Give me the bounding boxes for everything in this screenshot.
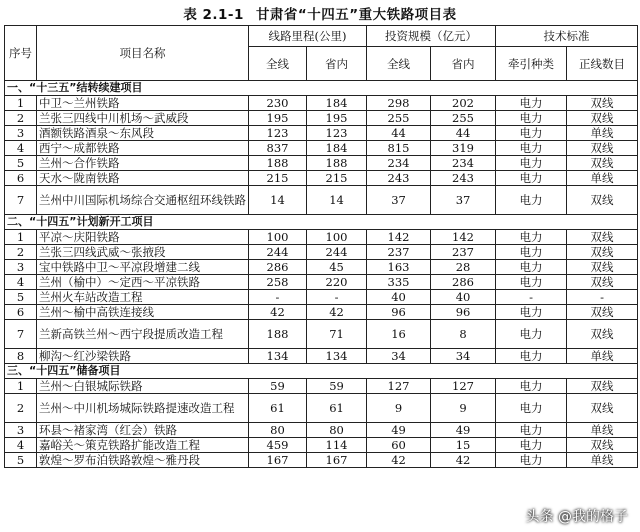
row-number: 3 bbox=[5, 260, 37, 275]
investment-total: 142 bbox=[367, 230, 431, 245]
header-tech: 技术标准 bbox=[496, 26, 638, 47]
traction-type: 电力 bbox=[496, 126, 567, 141]
row-number: 6 bbox=[5, 171, 37, 186]
investment-total: 335 bbox=[367, 275, 431, 290]
row-number: 5 bbox=[5, 453, 37, 468]
investment-total: 298 bbox=[367, 96, 431, 111]
header-investment-total: 全线 bbox=[367, 47, 431, 81]
investment-province: 234 bbox=[431, 156, 496, 171]
table-row bbox=[5, 453, 638, 468]
project-name: 天水～陇南铁路 bbox=[37, 171, 249, 186]
header-tracks: 正线数目 bbox=[567, 47, 638, 81]
mileage-total: 80 bbox=[249, 423, 307, 438]
investment-total: 255 bbox=[367, 111, 431, 126]
header-name: 项目名称 bbox=[37, 26, 249, 81]
track-count: 双线 bbox=[567, 379, 638, 394]
project-name: 兰张三四线中川机场～武威段 bbox=[37, 111, 249, 126]
section-title: 三、“十四五”储备项目 bbox=[5, 364, 638, 379]
investment-total: 42 bbox=[367, 453, 431, 468]
traction-type: 电力 bbox=[496, 141, 567, 156]
track-count: 双线 bbox=[567, 96, 638, 111]
mileage-province: 167 bbox=[307, 453, 367, 468]
investment-province: 9 bbox=[431, 394, 496, 423]
header-mileage: 线路里程(公里) bbox=[249, 26, 367, 47]
row-number: 1 bbox=[5, 379, 37, 394]
track-count: 单线 bbox=[567, 453, 638, 468]
investment-total: 16 bbox=[367, 320, 431, 349]
investment-total: 37 bbox=[367, 186, 431, 215]
mileage-province: 215 bbox=[307, 171, 367, 186]
header-investment: 投资规模（亿元） bbox=[367, 26, 496, 47]
header-mileage-province: 省内 bbox=[307, 47, 367, 81]
mileage-province: - bbox=[307, 290, 367, 305]
header-seq: 序号 bbox=[5, 26, 37, 81]
mileage-total: 188 bbox=[249, 320, 307, 349]
row-number: 6 bbox=[5, 305, 37, 320]
mileage-province: 184 bbox=[307, 141, 367, 156]
investment-total: 34 bbox=[367, 349, 431, 364]
mileage-province: 114 bbox=[307, 438, 367, 453]
mileage-total: 230 bbox=[249, 96, 307, 111]
project-name: 兰州～中川机场城际铁路提速改造工程 bbox=[37, 394, 249, 423]
mileage-total: 134 bbox=[249, 349, 307, 364]
mileage-province: 59 bbox=[307, 379, 367, 394]
table-row bbox=[5, 275, 638, 290]
investment-province: 127 bbox=[431, 379, 496, 394]
investment-province: 142 bbox=[431, 230, 496, 245]
row-number: 3 bbox=[5, 126, 37, 141]
investment-province: 96 bbox=[431, 305, 496, 320]
mileage-total: 188 bbox=[249, 156, 307, 171]
railway-projects-table bbox=[4, 25, 638, 468]
mileage-total: 244 bbox=[249, 245, 307, 260]
project-name: 兰州～白银城际铁路 bbox=[37, 379, 249, 394]
table-row bbox=[5, 320, 638, 349]
mileage-total: 459 bbox=[249, 438, 307, 453]
investment-province: 237 bbox=[431, 245, 496, 260]
row-number: 5 bbox=[5, 156, 37, 171]
track-count: 单线 bbox=[567, 171, 638, 186]
traction-type: 电力 bbox=[496, 438, 567, 453]
table-row bbox=[5, 245, 638, 260]
track-count: 单线 bbox=[567, 349, 638, 364]
row-number: 4 bbox=[5, 275, 37, 290]
row-number: 7 bbox=[5, 320, 37, 349]
investment-total: 234 bbox=[367, 156, 431, 171]
table-title: 甘肃省“十四五”重大铁路项目表 bbox=[255, 7, 457, 23]
table-row bbox=[5, 349, 638, 364]
mileage-province: 61 bbox=[307, 394, 367, 423]
section-header bbox=[5, 215, 638, 230]
investment-total: 163 bbox=[367, 260, 431, 275]
header-investment-province: 省内 bbox=[431, 47, 496, 81]
header-traction: 牵引种类 bbox=[496, 47, 567, 81]
mileage-province: 100 bbox=[307, 230, 367, 245]
section-header bbox=[5, 81, 638, 96]
track-count: 双线 bbox=[567, 245, 638, 260]
mileage-total: 167 bbox=[249, 453, 307, 468]
mileage-province: 244 bbox=[307, 245, 367, 260]
table-row bbox=[5, 290, 638, 305]
row-number: 4 bbox=[5, 141, 37, 156]
table-row bbox=[5, 423, 638, 438]
investment-province: 319 bbox=[431, 141, 496, 156]
mileage-total: 100 bbox=[249, 230, 307, 245]
investment-total: 60 bbox=[367, 438, 431, 453]
table-row bbox=[5, 379, 638, 394]
investment-total: 243 bbox=[367, 171, 431, 186]
traction-type: 电力 bbox=[496, 423, 567, 438]
traction-type: 电力 bbox=[496, 96, 567, 111]
mileage-total: 123 bbox=[249, 126, 307, 141]
row-number: 3 bbox=[5, 423, 37, 438]
traction-type: 电力 bbox=[496, 171, 567, 186]
investment-province: 34 bbox=[431, 349, 496, 364]
mileage-total: 837 bbox=[249, 141, 307, 156]
project-name: 平凉～庆阳铁路 bbox=[37, 230, 249, 245]
traction-type: 电力 bbox=[496, 453, 567, 468]
table-number: 表 2.1-1 bbox=[183, 7, 244, 23]
mileage-total: 14 bbox=[249, 186, 307, 215]
project-name: 西宁～成都铁路 bbox=[37, 141, 249, 156]
track-count: 双线 bbox=[567, 186, 638, 215]
table-row bbox=[5, 260, 638, 275]
traction-type: 电力 bbox=[496, 245, 567, 260]
track-count: 单线 bbox=[567, 423, 638, 438]
track-count: 双线 bbox=[567, 275, 638, 290]
row-number: 5 bbox=[5, 290, 37, 305]
track-count: 双线 bbox=[567, 156, 638, 171]
header-mileage-total: 全线 bbox=[249, 47, 307, 81]
table-row bbox=[5, 126, 638, 141]
project-name: 柳沟～红沙梁铁路 bbox=[37, 349, 249, 364]
row-number: 4 bbox=[5, 438, 37, 453]
track-count: 双线 bbox=[567, 320, 638, 349]
mileage-province: 195 bbox=[307, 111, 367, 126]
investment-total: 49 bbox=[367, 423, 431, 438]
row-number: 8 bbox=[5, 349, 37, 364]
project-name: 宝中铁路中卫～平凉段增建二线 bbox=[37, 260, 249, 275]
project-name: 兰州火车站改造工程 bbox=[37, 290, 249, 305]
track-count: 双线 bbox=[567, 438, 638, 453]
investment-province: 28 bbox=[431, 260, 496, 275]
traction-type: 电力 bbox=[496, 186, 567, 215]
investment-province: 286 bbox=[431, 275, 496, 290]
track-count: 双线 bbox=[567, 260, 638, 275]
table-row bbox=[5, 394, 638, 423]
traction-type: 电力 bbox=[496, 349, 567, 364]
investment-total: 815 bbox=[367, 141, 431, 156]
project-name: 兰州（榆中）～定西～平凉铁路 bbox=[37, 275, 249, 290]
table-row bbox=[5, 141, 638, 156]
traction-type: 电力 bbox=[496, 260, 567, 275]
track-count: 双线 bbox=[567, 230, 638, 245]
row-number: 2 bbox=[5, 394, 37, 423]
table-row bbox=[5, 156, 638, 171]
investment-province: 8 bbox=[431, 320, 496, 349]
mileage-total: 215 bbox=[249, 171, 307, 186]
traction-type: 电力 bbox=[496, 111, 567, 126]
project-name: 兰张三四线武威～张掖段 bbox=[37, 245, 249, 260]
row-number: 7 bbox=[5, 186, 37, 215]
table-row bbox=[5, 96, 638, 111]
investment-province: 40 bbox=[431, 290, 496, 305]
mileage-province: 134 bbox=[307, 349, 367, 364]
table-row bbox=[5, 230, 638, 245]
table-row bbox=[5, 111, 638, 126]
project-name: 敦煌～罗布泊铁路敦煌～雅丹段 bbox=[37, 453, 249, 468]
mileage-province: 188 bbox=[307, 156, 367, 171]
row-number: 2 bbox=[5, 245, 37, 260]
table-row bbox=[5, 186, 638, 215]
track-count: - bbox=[567, 290, 638, 305]
table-body bbox=[5, 81, 638, 468]
section-title: 一、“十三五”结转续建项目 bbox=[5, 81, 638, 96]
investment-total: 237 bbox=[367, 245, 431, 260]
track-count: 双线 bbox=[567, 141, 638, 156]
traction-type: 电力 bbox=[496, 305, 567, 320]
investment-total: 9 bbox=[367, 394, 431, 423]
investment-total: 96 bbox=[367, 305, 431, 320]
mileage-province: 42 bbox=[307, 305, 367, 320]
project-name: 兰州中川国际机场综合交通枢纽环线铁路 bbox=[37, 186, 249, 215]
table-row bbox=[5, 171, 638, 186]
mileage-province: 123 bbox=[307, 126, 367, 141]
mileage-province: 45 bbox=[307, 260, 367, 275]
track-count: 双线 bbox=[567, 394, 638, 423]
project-name: 兰州～合作铁路 bbox=[37, 156, 249, 171]
traction-type: 电力 bbox=[496, 230, 567, 245]
mileage-province: 220 bbox=[307, 275, 367, 290]
track-count: 双线 bbox=[567, 111, 638, 126]
mileage-province: 184 bbox=[307, 96, 367, 111]
section-header bbox=[5, 364, 638, 379]
mileage-total: 286 bbox=[249, 260, 307, 275]
traction-type: - bbox=[496, 290, 567, 305]
project-name: 嘉峪关～策克铁路扩能改造工程 bbox=[37, 438, 249, 453]
investment-total: 127 bbox=[367, 379, 431, 394]
investment-province: 44 bbox=[431, 126, 496, 141]
track-count: 单线 bbox=[567, 126, 638, 141]
project-name: 中卫～兰州铁路 bbox=[37, 96, 249, 111]
traction-type: 电力 bbox=[496, 156, 567, 171]
project-name: 兰州～榆中高铁连接线 bbox=[37, 305, 249, 320]
project-name: 酒额铁路酒泉～东风段 bbox=[37, 126, 249, 141]
investment-province: 15 bbox=[431, 438, 496, 453]
investment-province: 49 bbox=[431, 423, 496, 438]
row-number: 1 bbox=[5, 230, 37, 245]
traction-type: 电力 bbox=[496, 320, 567, 349]
mileage-total: 61 bbox=[249, 394, 307, 423]
row-number: 1 bbox=[5, 96, 37, 111]
investment-province: 42 bbox=[431, 453, 496, 468]
investment-province: 202 bbox=[431, 96, 496, 111]
traction-type: 电力 bbox=[496, 379, 567, 394]
investment-total: 44 bbox=[367, 126, 431, 141]
section-title: 二、“十四五”计划新开工项目 bbox=[5, 215, 638, 230]
investment-province: 255 bbox=[431, 111, 496, 126]
project-name: 兰新高铁兰州～西宁段提质改造工程 bbox=[37, 320, 249, 349]
mileage-total: 59 bbox=[249, 379, 307, 394]
mileage-total: 42 bbox=[249, 305, 307, 320]
row-number: 2 bbox=[5, 111, 37, 126]
mileage-province: 80 bbox=[307, 423, 367, 438]
mileage-province: 71 bbox=[307, 320, 367, 349]
traction-type: 电力 bbox=[496, 275, 567, 290]
project-name: 环县～褚家湾（红会）铁路 bbox=[37, 423, 249, 438]
investment-province: 243 bbox=[431, 171, 496, 186]
investment-total: 40 bbox=[367, 290, 431, 305]
mileage-province: 14 bbox=[307, 186, 367, 215]
investment-province: 37 bbox=[431, 186, 496, 215]
table-row bbox=[5, 438, 638, 453]
watermark: 头条 @我的格子 bbox=[525, 509, 628, 525]
traction-type: 电力 bbox=[496, 394, 567, 423]
table-caption bbox=[0, 3, 640, 23]
mileage-total: 258 bbox=[249, 275, 307, 290]
track-count: 双线 bbox=[567, 305, 638, 320]
table-row bbox=[5, 305, 638, 320]
mileage-total: 195 bbox=[249, 111, 307, 126]
mileage-total: - bbox=[249, 290, 307, 305]
